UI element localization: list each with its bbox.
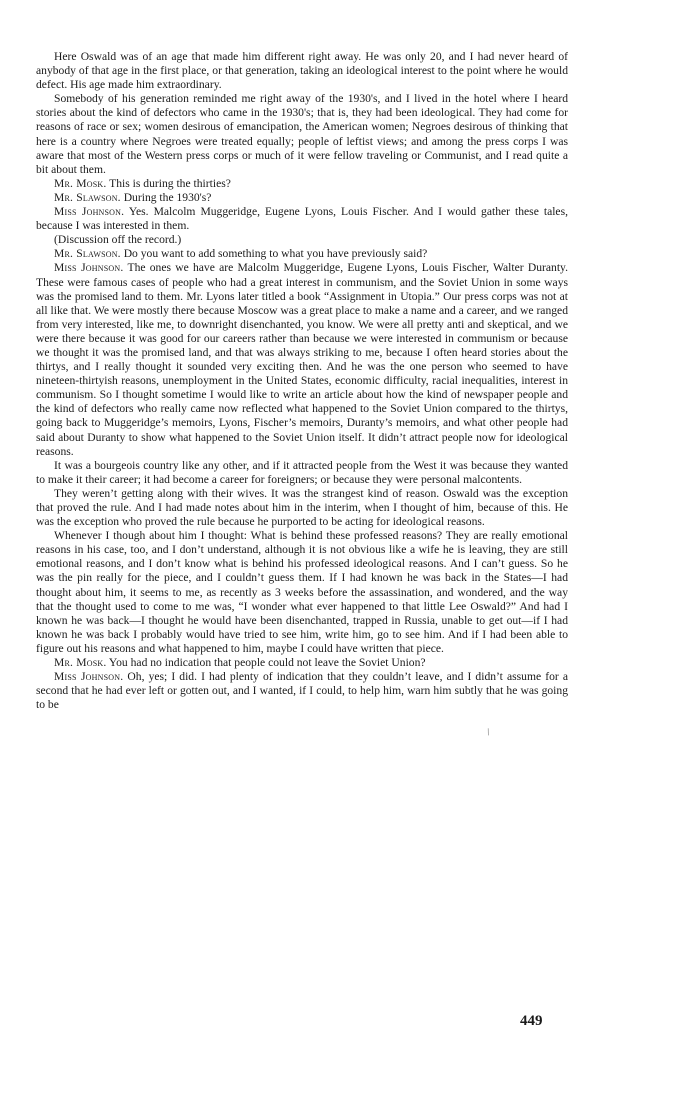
speaker-name: Mr. Mosk.	[54, 656, 107, 670]
speaker-name: Mr. Slawson.	[54, 190, 121, 204]
paragraph-text: You had no indication that people could not leave the Soviet Union?	[108, 656, 426, 670]
paragraph	[36, 50, 568, 92]
speaker-name: Miss Johnson.	[54, 261, 124, 275]
paragraph	[36, 233, 568, 247]
paragraph-text: The ones we have are Malcolm Muggeridge, Eugene Lyons, Louis Fischer, Walter Duranty. These were famous cases of people who had a great interest in communism, and the Soviet Union in some ways was the promised land to them. Mr. Lyons later titled a book “Assignment in Utopia.” Our press corps was not at all like that. We were mostly there because Moscow was a great place to make a name and a career, and we ranged from very interested, like me, to downright disenchanted, you know. We were all pretty anti and skeptical, and we were there because it was good for our careers rather than because we were interested in communism or because we thought it was the promised land, and that was always striking to me, because I often heard stories about the thirtys, and I really thought it sounded very exciting then. And he was the one person who seemed to have nineteen-thirtyish reasons, unemployment in the United States, economic difficulty, racial inequalities, interest in communism. So I thought sometime I would like to write an article about how the kind of newspaper people and the kind of defectors who really came now reflected what happened to the Soviet Union compared to the thirtys, going back to Muggeridge’s memoirs, Lyons, Fischer’s memoirs, Duranty’s memoirs, and what other people had said about Duranty to show what happened to the Soviet Union itself. It didn’t attract people now for ideological reasons.	[36, 261, 568, 458]
paragraph	[36, 670, 568, 712]
document-body	[36, 50, 568, 712]
paragraph	[36, 656, 568, 670]
speaker-name: Miss Johnson.	[54, 670, 124, 684]
paragraph-text: Whenever I though about him I thought: What is behind these professed reasons? They are really emotional reasons in his case, too, and I don’t understand, although it is not obvious like a wife he is leaving, they are still emotional reasons, and I don’t know what is behind his professed ideological reasons. And I can’t guess. So he was the pin really for the piece, and I couldn’t guess them. If I had known he was back in the States—I had thought about him, it seems to me, as recently as 3 weeks before the assassination, and wondered, and the way that the thought used to come to me was, “I wonder what ever happened to that little Lee Oswald?” And had I known he was back—I thought he would have been disenchanted, trapped in Russia, unable to get out—if I had known he was back I probably would have tried to see him, write him, go to see him. And if I had been able to figure out his reasons and what happened to him, maybe I could have written that piece.	[36, 529, 568, 655]
paragraph-text: Yes. Malcolm Muggeridge, Eugene Lyons, Louis Fischer. And I would gather these tales, because I was interested in them.	[36, 205, 568, 233]
paragraph-text: Somebody of his generation reminded me right away of the 1930's, and I lived in the hotel where I heard stories about the kind of defectors who came in the 1930's; that is, they had been ideological. They had come for reasons of race or sex; women desirous of emancipation, the American women; Negroes desirous of thinking that here is a country where Negroes were treated equally; people of leftist views; and among the press corps I was aware that most of the Western press corps or much of it were fellow traveling or Communist, and I read quite a bit about them.	[36, 92, 568, 176]
paragraph-text: Here Oswald was of an age that made him different right away. He was only 20, and I had never heard of anybody of that age in the first place, or that generation, taking an ideological interest to the point where he would defect. His age made him extraordinary.	[36, 50, 568, 92]
paragraph	[36, 261, 568, 458]
paragraph	[36, 529, 568, 656]
paragraph	[36, 459, 568, 487]
paragraph	[36, 177, 568, 191]
paragraph-text: Do you want to add something to what you have previously said?	[123, 247, 428, 261]
paragraph-text: This is during the thirties?	[109, 176, 231, 190]
paragraph	[36, 205, 568, 233]
stray-pen-mark: /	[485, 726, 492, 739]
speaker-name: Mr. Mosk.	[54, 176, 107, 190]
paragraph-text: Oh, yes; I did. I had plenty of indication that they couldn’t leave, and I didn’t assume for a second that he had ever left or gotten out, and I wanted, if I could, to help him, warn him subtly that he was going to be	[36, 670, 568, 712]
paragraph	[36, 247, 568, 261]
page-number: 449	[520, 1013, 543, 1029]
paragraph-text: They weren’t getting along with their wives. It was the strangest kind of reason. Oswald was the exception that proved the rule. And I had made notes about him in the interim, when I thought of him, because of this. He was the exception who proved the rule because he purported to be acting for ideological reasons.	[36, 486, 568, 529]
paragraph-text: It was a bourgeois country like any other, and if it attracted people from the West it was because they wanted to make it their career; it had become a career for foreigners; or because they were personal malcontents.	[36, 458, 568, 486]
paragraph	[36, 487, 568, 529]
paragraph-text: (Discussion off the record.)	[54, 233, 182, 247]
paragraph	[36, 92, 568, 177]
speaker-name: Miss Johnson.	[54, 205, 125, 219]
speaker-name: Mr. Slawson.	[54, 247, 121, 261]
paragraph-text: During the 1930's?	[123, 190, 212, 204]
paragraph	[36, 191, 568, 205]
